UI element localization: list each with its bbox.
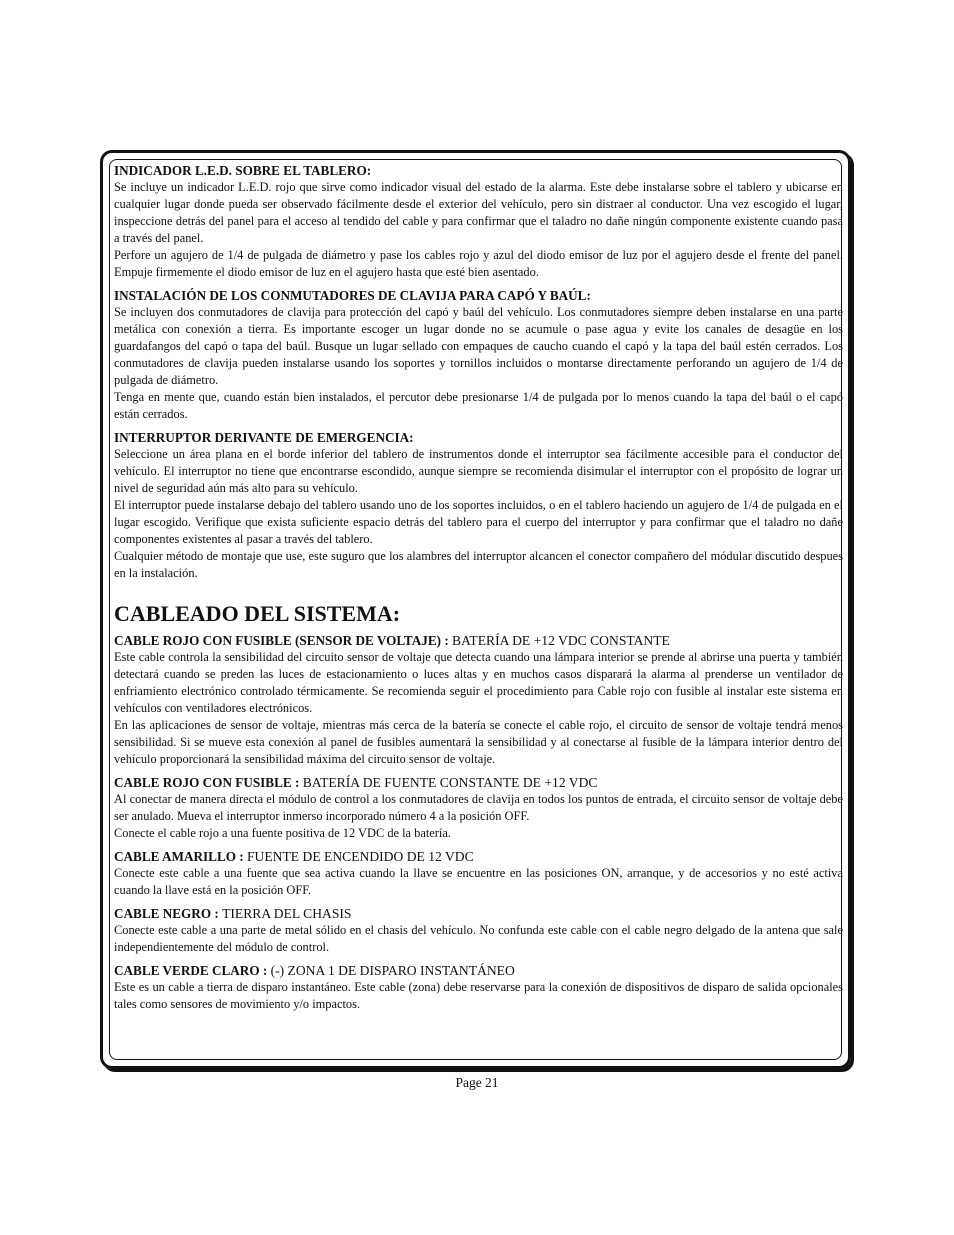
heading-subtitle: TIERRA DEL CHASIS — [222, 906, 352, 921]
heading-subtitle: FUENTE DE ENCENDIDO DE 12 VDC — [247, 849, 474, 864]
section-paragraph: Conecte el cable rojo a una fuente positiva de 12 VDC de la batería. — [114, 826, 451, 840]
section-heading: INSTALACIÓN DE LOS CONMUTADORES DE CLAVIJA PARA CAPÓ Y BAÚL: — [114, 288, 591, 303]
section-light-green-wire — [114, 962, 843, 1013]
section-paragraph: Perfore un agujero de 1/4 de pulgada de diámetro y pase los cables rojo y azul del diodo emisor de luz por el agujero desde el frente del panel. Empuje firmemente el diodo emisor de luz en el agujero hasta que esté bien asentado. — [114, 248, 843, 279]
document-body — [114, 162, 843, 1013]
heading-label: CABLE AMARILLO : — [114, 849, 244, 864]
main-title: CABLEADO DEL SISTEMA: — [114, 601, 401, 626]
section-paragraph: En las aplicaciones de sensor de voltaje, mientras más cerca de la batería se conecte el cable rojo, el circuito de sensor de voltaje tendrá menos sensibilidad. Si se mueve esta conexión al panel de fusibles aumentará la sensibilidad y al conectarse al fusible de la lámpara interior dentro del vehículo proporcionará la sensibilidad máxima del circuito sensor de voltaje. — [114, 718, 843, 766]
heading-subtitle: BATERÍA DE FUENTE CONSTANTE DE +12 VDC — [302, 775, 598, 790]
section-paragraph: Conecte este cable a una parte de metal sólido en el chasis del vehículo. No confunda este cable con el cable negro delgado de la antena que sale independientemente del módulo de control. — [114, 923, 843, 954]
section-led-indicator — [114, 162, 843, 281]
section-heading — [114, 962, 843, 979]
page-number: Page 21 — [455, 1075, 499, 1090]
section-override-switch — [114, 429, 843, 582]
section-black-wire — [114, 905, 843, 956]
section-paragraph: Este es un cable a tierra de disparo instantáneo. Este cable (zona) debe reservarse para la conexión de dispositivos de disparo de salida opcionales tales como sensores de movimiento y/o impactos. — [114, 980, 843, 1011]
section-paragraph: Cualquier método de montaje que use, este suguro que los alambres del interruptor alcancen el conector compañero del módular discutido despues en la instalación. — [114, 549, 843, 580]
section-paragraph: Se incluyen dos conmutadores de clavija para protección del capó y baúl del vehículo. Los conmutadores siempre deben instalarse en una parte metálica con conexión a tierra. Es importante escoger un lugar donde no se acumule o pase agua y evite los canales de desagüe en los guardafangos del capó o tapa del baúl. Busque un lugar sellado con empaques de caucho cuando el capó y la tapa del baúl estén cerrados. Los conmutadores de clavija pueden instalarse usando los soportes y tornillos incluidos o montarse directamente perforando un agujero de 1/4 de pulgada de diámetro. — [114, 305, 843, 387]
section-paragraph: Este cable controla la sensibilidad del circuito sensor de voltaje que detecta cuando una lámpara interior se prende al abrirse una puerta y también detectará cuando se preden las luces de estacionamiento o luces altas y en muchos casos disparará la alarma al prenderse un ventilador de enfriamiento electrónico controlado térmicamente. Se recomienda seguir el procedimiento para Cable rojo con fusible al instalar este sistema en vehículos con ventiladores electrónicos. — [114, 650, 843, 715]
section-heading: INDICADOR L.E.D. SOBRE EL TABLERO: — [114, 163, 372, 178]
section-red-fused-voltage-sense — [114, 632, 843, 768]
section-paragraph: El interruptor puede instalarse debajo del tablero usando uno de los soportes incluidos, o en el tablero haciendo un agujero de 1/4 de pulgada en el lugar escogido. Verifique que exista suficiente espacio detrás del tablero para el cuerpo del interruptor y para confirmar que el taladro no dañe componentes existentes al pasar a través del tablero. — [114, 498, 843, 546]
heading-subtitle: (-) ZONA 1 DE DISPARO INSTANTÁNEO — [270, 963, 515, 978]
section-heading — [114, 848, 843, 865]
heading-label: CABLE ROJO CON FUSIBLE : — [114, 775, 300, 790]
heading-label: CABLE VERDE CLARO : — [114, 963, 268, 978]
section-paragraph: Seleccione un área plana en el borde inferior del tablero de instrumentos donde el interruptor sea fácilmente accesible para el conductor del vehículo. El interruptor no tiene que encontrarse escondido, aunque siempre se recomienda disimular el interruptor con el propósito de lograr un nivel de seguridad aún más alto para su vehículo. — [114, 447, 843, 495]
section-yellow-wire — [114, 848, 843, 899]
section-paragraph: Tenga en mente que, cuando están bien instalados, el percutor debe presionarse 1/4 de pulgada por lo menos cuando la tapa del baúl o el capó están cerrados. — [114, 390, 843, 421]
section-heading — [114, 774, 843, 791]
section-pin-switches — [114, 287, 843, 423]
section-heading — [114, 905, 843, 922]
heading-subtitle: BATERÍA DE +12 VDC CONSTANTE — [452, 633, 670, 648]
section-paragraph: Se incluye un indicador L.E.D. rojo que sirve como indicador visual del estado de la alarma. Este debe instalarse sobre el tablero y ubicarse en cualquier lugar donde pueda ser observado fácilmente desde el exterior del vehículo, pero sin distraer al conductor. Una vez escogido el lugar, inspeccione detrás del panel para el acceso al tendido del cable y para confirmar que el taladro no dañe ningún componente existente cuando pasa a través del panel. — [114, 180, 843, 245]
section-heading: INTERRUPTOR DERIVANTE DE EMERGENCIA: — [114, 430, 414, 445]
section-paragraph: Al conectar de manera directa el módulo de control a los conmutadores de clavija en todos los puntos de entrada, el circuito sensor de voltaje debe ser anulado. Mueva el interruptor inmerso incorporado número 4 a la posición OFF. — [114, 792, 843, 823]
heading-label: CABLE NEGRO : — [114, 906, 219, 921]
section-heading — [114, 632, 843, 649]
heading-label: CABLE ROJO CON FUSIBLE (SENSOR DE VOLTAJE) : — [114, 633, 449, 648]
section-paragraph: Conecte este cable a una fuente que sea activa cuando la llave se encuentre en las posiciones ON, arranque, y de accesorios y no esté activa cuando la llave está en la posición OFF. — [114, 866, 843, 897]
section-red-fused-constant — [114, 774, 843, 842]
